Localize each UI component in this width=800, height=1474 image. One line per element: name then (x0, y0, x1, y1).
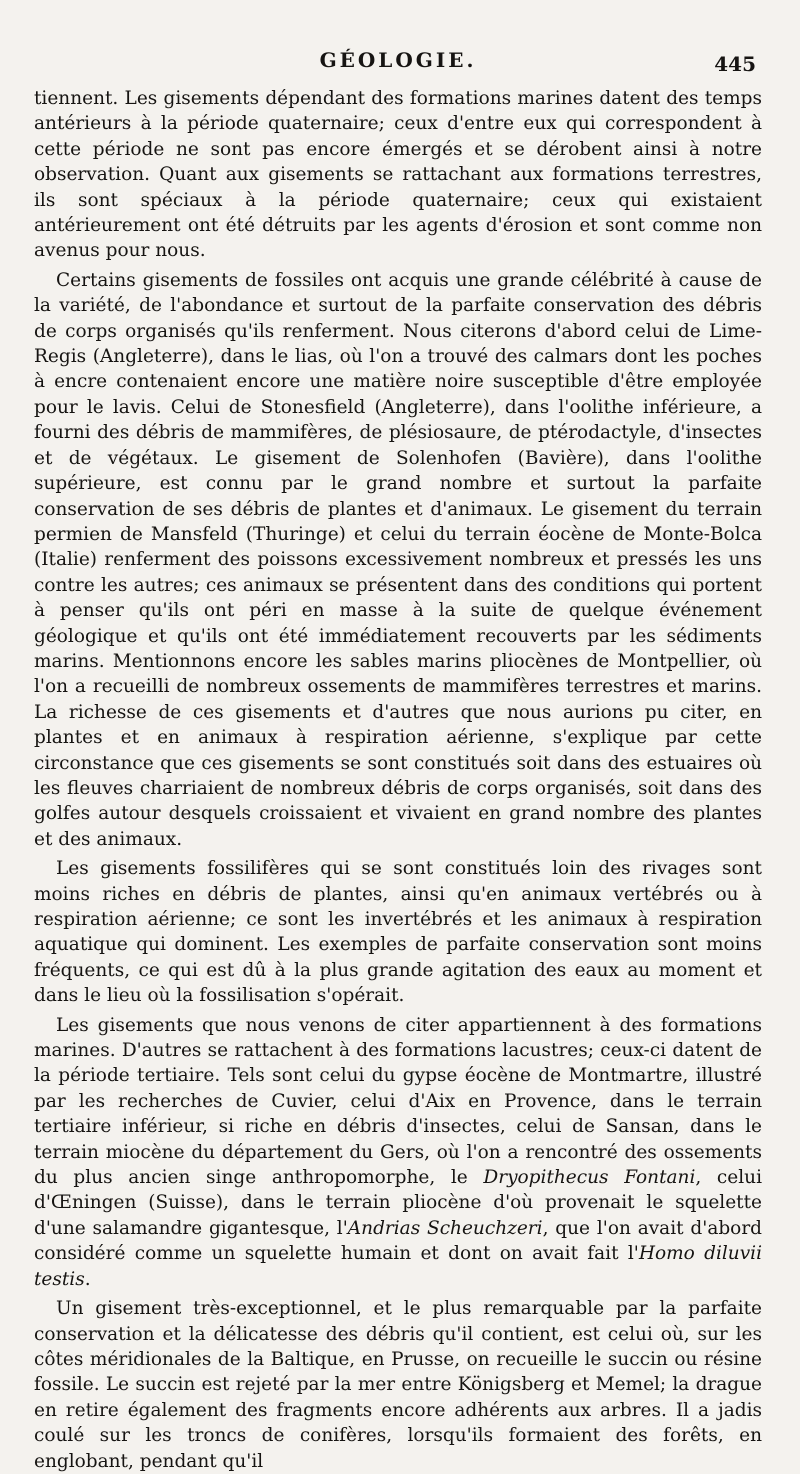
text-segment: . (84, 1268, 91, 1290)
italic-term: Dryopithecus Fontani (483, 1167, 696, 1189)
paragraph (34, 86, 762, 264)
text-segment: Un gisement très-exceptionnel, et le plus remarquable par la parfaite conservation et la délicatesse des débris qu'il contient, est celui où, sur les côtes méridionales de la Baltique, en Prusse, on recueille le succin ou résine fossile. Le succin est rejeté par la mer entre Königsberg et Memel; la drague en retire également des fragments encore adhérents aux arbres. Il a jadis coulé sur les troncs de conifères, lorsqu'ils formaient des forêts, en englobant, pendant qu'il (34, 1298, 762, 1472)
text-segment: Les gisements fossilifères qui se sont constitués loin des rivages sont moins riches en débris de plantes, ainsi qu'en animaux vertébrés ou à respiration aérienne; ce sont les invertébrés et les animaux à respiration aquatique qui dominent. Les exemples de parfaite conservation sont moins fréquents, ce qui est dû à la plus grande agitation des eaux au moment et dans le lieu où la fossilisation s'opérait. (34, 858, 762, 1007)
paragraph (34, 1296, 762, 1474)
italic-term: Homo diluvii testis (34, 1243, 762, 1290)
italic-term: Andrias Scheuchzeri (347, 1217, 543, 1239)
text-segment: , que l'on avait d'abord considéré comme un squelette humain et dont on avait fait l' (34, 1217, 763, 1265)
text-segment: Certains gisements de fossiles ont acquis une grande célébrité à cause de la variété, de l'abondance et surtout de la parfaite conservation des débris de corps organisés qu'ils renferment. Nous citerons d'abord celui de Lime-Regis (Angleterre), dans le lias, où l'on a trouvé des calmars dont les poches à encre contenaient encore une matière noire susceptible d'être employée pour le lavis. Celui de Stonesfield (Angleterre), dans l'oolithe inférieure, a fourni des débris de mammifères, de plésiosaure, de ptérodactyle, d'insectes et de végétaux. Le gisement de Solenhofen (Bavière), dans l'oolithe supérieure, est connu par le grand nombre et surtout la parfaite conservation de ses débris de plantes et d'animaux. Le gisement du terrain permien de Mansfeld (Thuringe) et celui du terrain éocène de Monte-Bolca (Italie) renferment des poissons excessivement nombreux et pressés les uns contre les autres; ces animaux se présentent dans des conditions qui portent à penser qu'ils ont péri en masse à la suite de quelque événement géologique et qu'ils ont été immédiatement recouverts par les sédiments marins. Mentionnons encore les sables marins pliocènes de Montpellier, où l'on a recueilli de nombreux ossements de mammifères terrestres et marins. La richesse de ces gisements et d'autres que nous aurions pu citer, en plantes et en animaux à respiration aérienne, s'explique par cette circonstance que ces gisements se sont constitués soit dans des estuaires où les fleuves charriaient de nombreux débris de corps organisés, soit dans des golfes autour desquels croissaient et vivaient en grand nombre des plantes et des animaux. (34, 269, 762, 850)
text-segment: , celui d'Œningen (Suisse), dans le terrain pliocène d'où provenait le squelette d'une salamandre gigantesque, l' (34, 1167, 762, 1239)
text-segment: Les gisements que nous venons de citer appartiennent à des formations marines. D'autres se rattachent à des formations lacustres; ceux-ci datent de la période tertiaire. Tels sont celui du gypse éocène de Montmartre, illustré par les recherches de Cuvier, celui d'Aix en Provence, dans le terrain tertiaire inférieur, si riche en débris d'insectes, celui de Sansan, dans le terrain miocène du département du Gers, où l'on a rencontré des ossements du plus ancien singe anthropomorphe, le (34, 1014, 762, 1189)
body-text (34, 86, 762, 1474)
running-head (34, 48, 762, 82)
paragraph (34, 856, 762, 1008)
paragraph (34, 1013, 762, 1292)
running-title: GÉOLOGIE. (319, 48, 477, 72)
page-number: 445 (714, 52, 756, 76)
paragraph (34, 268, 762, 852)
text-segment: tiennent. Les gisements dépendant des formations marines datent des temps antérieurs à la période quaternaire; ceux d'entre eux qui correspondent à cette période ne sont pas encore émergés et se dérobent ainsi à notre observation. Quant aux gisements se rattachant aux formations terrestres, ils sont spéciaux à la période quaternaire; ceux qui existaient antérieurement ont été détruits par les agents d'érosion et sont comme non avenus pour nous. (34, 88, 762, 262)
